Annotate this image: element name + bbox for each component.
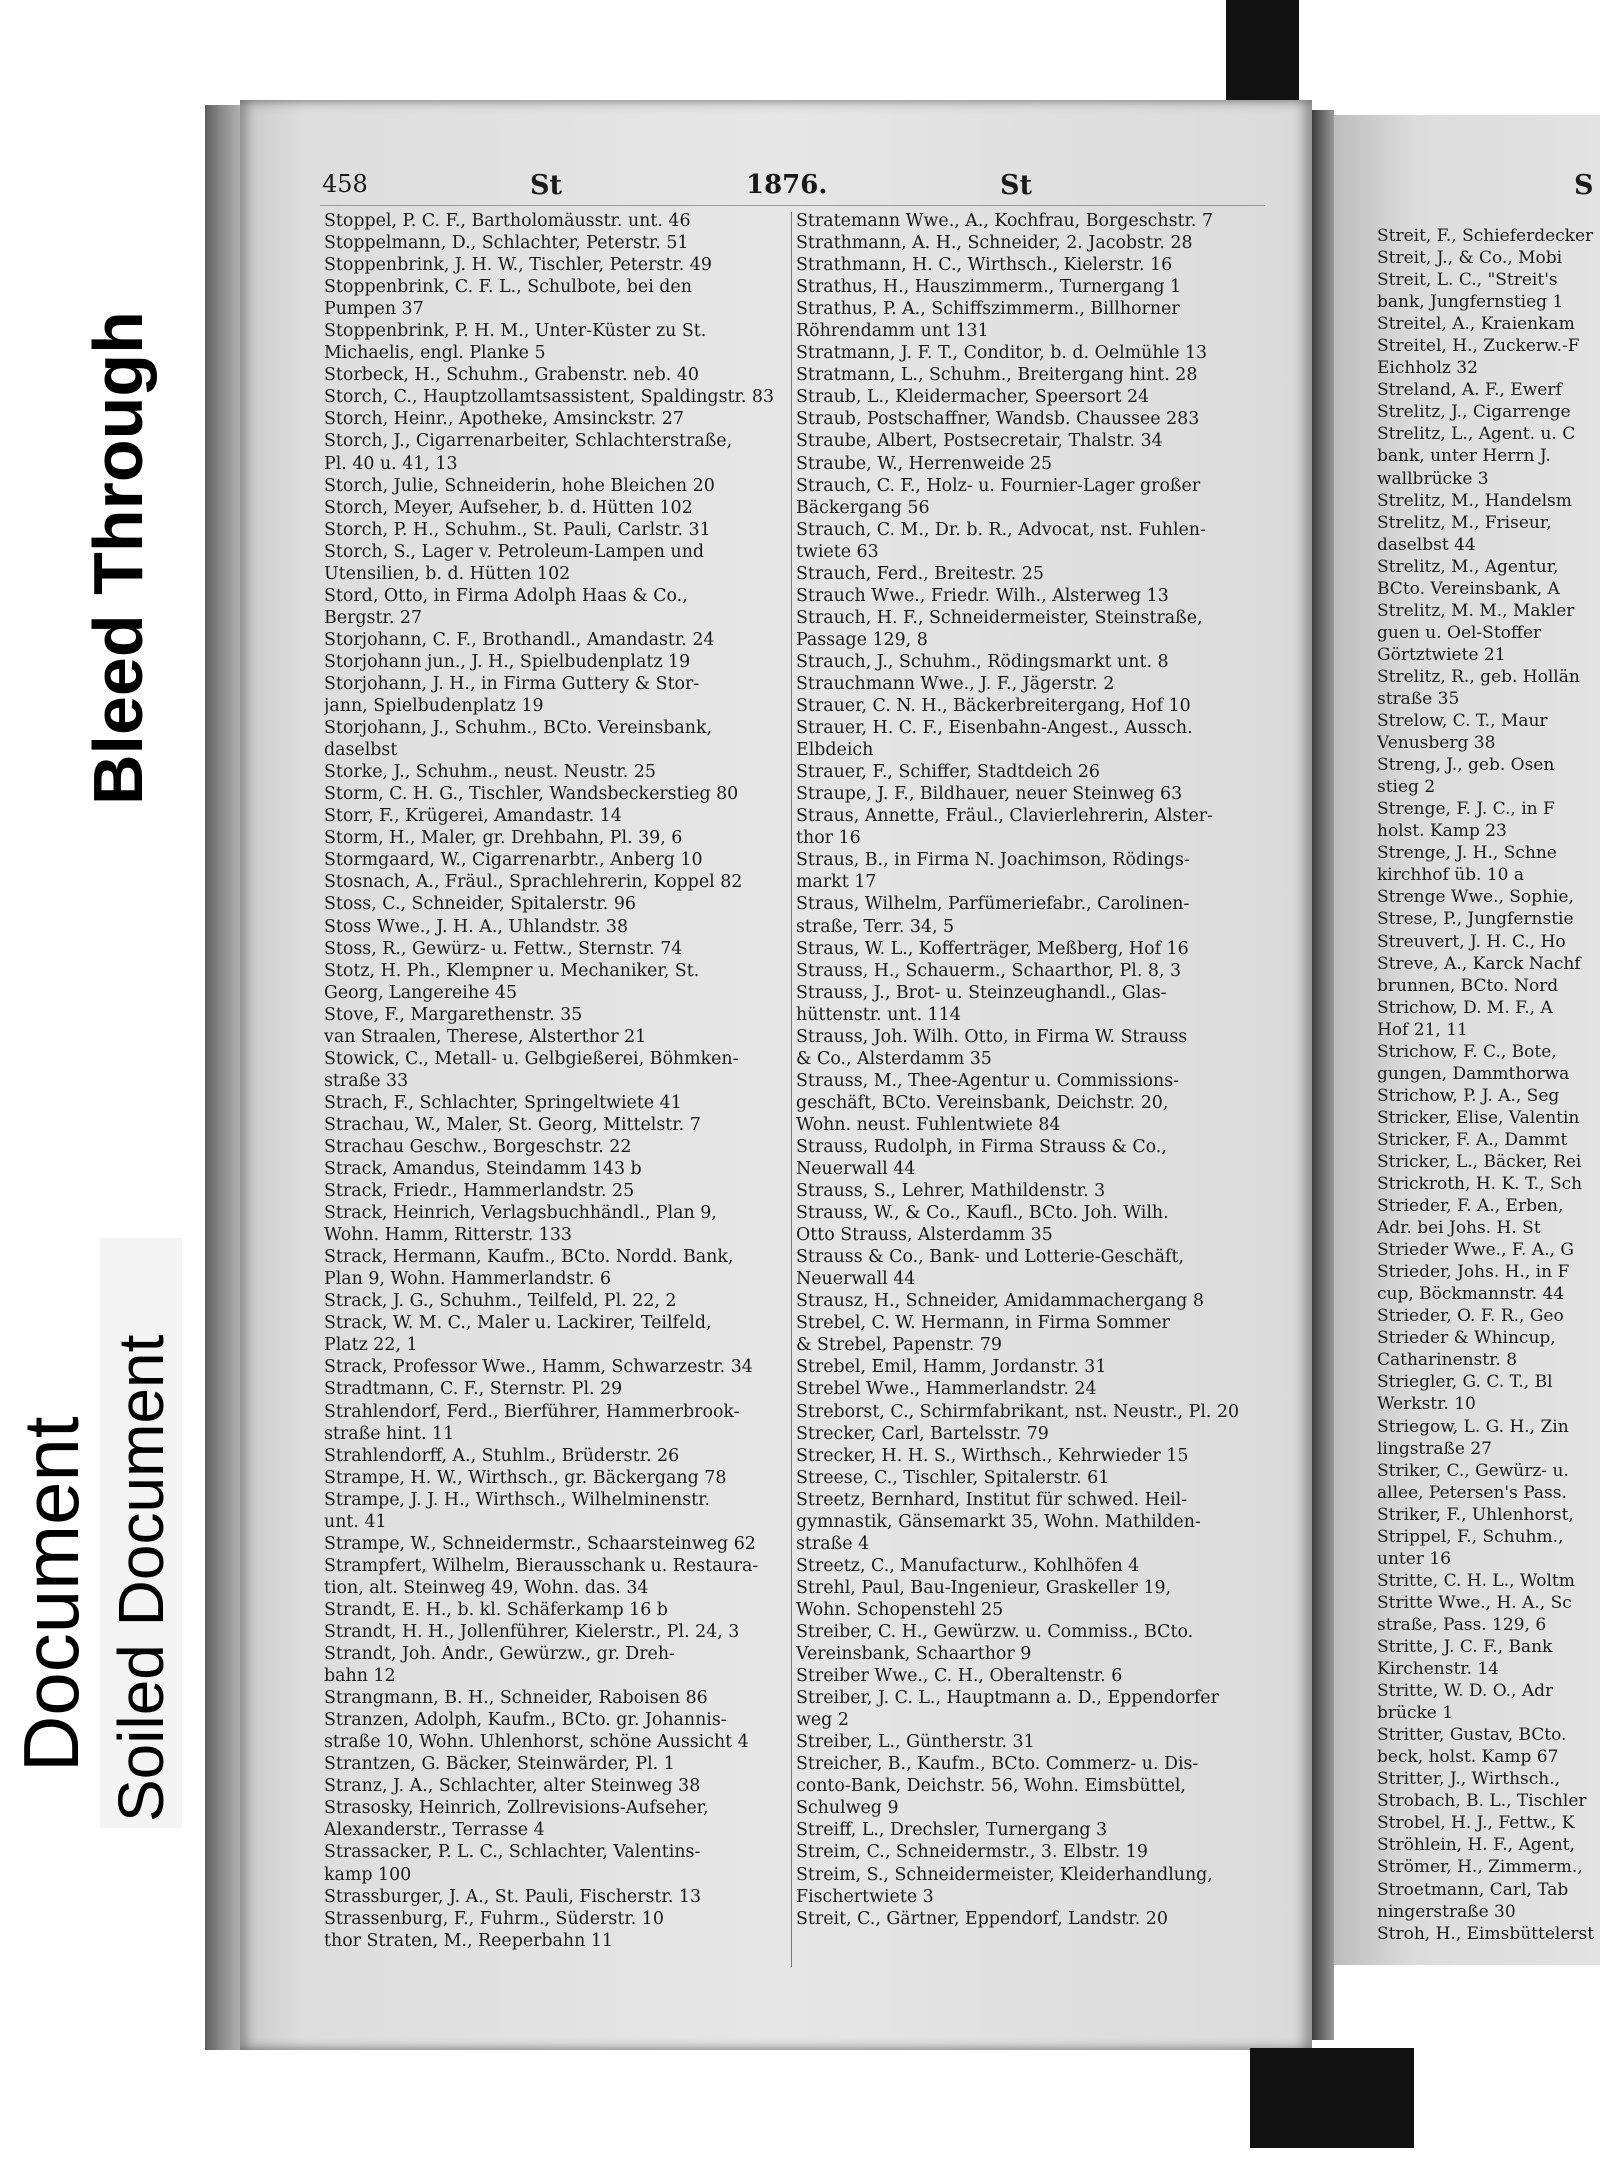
directory-entry-line: Strathus, H., Hauszimmerm., Turnergang 1 bbox=[796, 277, 1182, 298]
directory-entry-line: lingstraße 27 bbox=[1377, 1438, 1492, 1459]
directory-entry-line: Strelitz, M., Handelsm bbox=[1377, 490, 1572, 511]
directory-entry-line: Streese, C., Tischler, Spitalerstr. 61 bbox=[796, 1467, 1110, 1488]
directory-entry-line: Röhrendamm unt 131 bbox=[796, 321, 989, 342]
directory-entry-line: Streit, C., Gärtner, Eppendorf, Landstr. 20 bbox=[796, 1908, 1168, 1929]
directory-entry-line: Streiff, L., Drechsler, Turnergang 3 bbox=[796, 1820, 1108, 1841]
directory-entry-line: Strahlendorff, A., Stuhlm., Brüderstr. 26 bbox=[324, 1445, 680, 1466]
directory-entry-line: Striker, F., Uhlenhorst, bbox=[1377, 1504, 1574, 1525]
directory-entry-line: straße hint. 11 bbox=[324, 1423, 455, 1444]
directory-entry-line: Eichholz 32 bbox=[1377, 358, 1478, 379]
directory-entry-line: Strichow, D. M. F., A bbox=[1377, 997, 1553, 1018]
directory-entry-line: tion, alt. Steinweg 49, Wohn. das. 34 bbox=[324, 1577, 649, 1598]
directory-entry-line: Georg, Langereihe 45 bbox=[324, 982, 518, 1003]
directory-entry-line: Strauer, H. C. F., Eisenbahn-Angest., Aussch. bbox=[796, 718, 1193, 739]
directory-entry-line: Strauch Wwe., Friedr. Wilh., Alsterweg 13 bbox=[796, 585, 1169, 606]
directory-entry-line: Görtztwiete 21 bbox=[1377, 644, 1506, 665]
directory-entry-line: Strickroth, H. K. T., Sch bbox=[1377, 1174, 1583, 1195]
directory-entry-line: Storm, H., Maler, gr. Drehbahn, Pl. 39, 6 bbox=[324, 828, 683, 849]
directory-entry-line: Strack, J. G., Schuhm., Teilfeld, Pl. 22, 2 bbox=[324, 1291, 677, 1312]
directory-entry-line: Strauer, F., Schiffer, Stadtdeich 26 bbox=[796, 762, 1100, 783]
directory-entry-line: Strichow, F. C., Bote, bbox=[1377, 1041, 1557, 1062]
directory-entry-line: Strebel, Emil, Hamm, Jordanstr. 31 bbox=[796, 1357, 1107, 1378]
directory-entry-line: Stritte, W. D. O., Adr bbox=[1377, 1681, 1554, 1702]
directory-entry-line: straße 33 bbox=[324, 1070, 409, 1091]
directory-column-1 bbox=[324, 210, 790, 1952]
directory-entry-line: Striegler, G. C. T., Bl bbox=[1377, 1372, 1553, 1393]
directory-entry-line: straße, Pass. 129, 6 bbox=[1377, 1614, 1547, 1635]
directory-entry-line: straße 4 bbox=[796, 1533, 870, 1554]
directory-entry-line: Plan 9, Wohn. Hammerlandstr. 6 bbox=[324, 1269, 611, 1290]
directory-entry-line: Streuvert, J. H. C., Ho bbox=[1377, 931, 1566, 952]
directory-entry-line: Passage 129, 8 bbox=[796, 629, 928, 650]
directory-entry-line: Strauer, C. N. H., Bäckerbreitergang, Hof 10 bbox=[796, 696, 1191, 717]
directory-entry-line: Storch, J., Cigarrenarbeiter, Schlachterstraße, bbox=[324, 431, 733, 452]
directory-entry-line: Strelitz, M. M., Makler bbox=[1377, 600, 1575, 621]
directory-entry-line: straße 10, Wohn. Uhlenhorst, schöne Aussicht 4 bbox=[324, 1732, 749, 1753]
directory-entry-line: Strandt, E. H., b. kl. Schäferkamp 16 b bbox=[324, 1599, 668, 1620]
directory-entry-line: Storjohann, J. H., in Firma Guttery & Stor- bbox=[324, 673, 700, 694]
page-number: 458 bbox=[322, 170, 368, 198]
directory-entry-line: Streborst, C., Schirmfabrikant, nst. Neustr., Pl. 20 bbox=[796, 1401, 1240, 1422]
directory-entry-line: gungen, Dammthorwa bbox=[1377, 1063, 1570, 1084]
directory-entry-line: Bäckergang 56 bbox=[796, 497, 930, 518]
directory-entry-line: Straus, B., in Firma N. Joachimson, Rödings- bbox=[796, 850, 1190, 871]
directory-entry-line: Streiber, L., Güntherstr. 31 bbox=[796, 1732, 1035, 1753]
directory-entry-line: Strangmann, B. H., Schneider, Raboisen 86 bbox=[324, 1688, 708, 1709]
directory-entry-line: Streit, L. C., "Streit's bbox=[1377, 270, 1558, 291]
directory-entry-line: Vereinsbank, Schaarthor 9 bbox=[796, 1644, 1032, 1665]
bleed-through-label: Bleed Through bbox=[79, 311, 157, 805]
directory-entry-line: Hof 21, 11 bbox=[1377, 1019, 1468, 1040]
directory-entry-line: Adr. bei Johs. H. St bbox=[1377, 1218, 1541, 1239]
directory-entry-line: Stormgaard, W., Cigarrenarbtr., Anberg 10 bbox=[324, 850, 703, 871]
directory-entry-line: Strauss, W., & Co., Kaufl., BCto. Joh. Wilh. bbox=[796, 1203, 1169, 1224]
directory-entry-line: Streit, J., & Co., Mobi bbox=[1377, 248, 1563, 269]
directory-entry-line: Bergstr. 27 bbox=[324, 607, 423, 628]
directory-entry-line: Strasosky, Heinrich, Zollrevisions-Aufseher, bbox=[324, 1798, 709, 1819]
directory-entry-line: Strömer, H., Zimmerm., bbox=[1377, 1857, 1583, 1878]
directory-entry-line: conto-Bank, Deichstr. 56, Wohn. Eimsbüttel, bbox=[796, 1776, 1186, 1797]
directory-entry-line: weg 2 bbox=[796, 1710, 849, 1731]
directory-entry-line: Stoss, C., Schneider, Spitalerstr. 96 bbox=[324, 894, 636, 915]
directory-entry-line: Strobel, H. J., Fettw., K bbox=[1377, 1813, 1575, 1834]
directory-entry-line: Strack, Professor Wwe., Hamm, Schwarzestr. 34 bbox=[324, 1357, 753, 1378]
directory-entry-line: Otto Strauss, Alsterdamm 35 bbox=[796, 1225, 1053, 1246]
directory-entry-line: straße 35 bbox=[1377, 688, 1460, 709]
directory-entry-line: wallbrücke 3 bbox=[1377, 468, 1489, 489]
directory-entry-line: Straus, Wilhelm, Parfümeriefabr., Carolinen- bbox=[796, 894, 1190, 915]
directory-entry-line: Straupe, J. F., Bildhauer, neuer Steinweg 63 bbox=[796, 784, 1183, 805]
directory-entry-line: Strausz, H., Schneider, Amidammachergang 8 bbox=[796, 1291, 1204, 1312]
directory-entry-line: Strassacker, P. L. C., Schlachter, Valentins- bbox=[324, 1842, 701, 1863]
directory-entry-line: stieg 2 bbox=[1377, 777, 1436, 798]
directory-entry-line: Strack, Amandus, Steindamm 143 b bbox=[324, 1159, 642, 1180]
directory-entry-line: Strenge, J. H., Schne bbox=[1377, 843, 1557, 864]
directory-entry-line: Strauss, H., Schauerm., Schaarthor, Pl. 8, 3 bbox=[796, 960, 1182, 981]
book-gutter bbox=[1312, 110, 1334, 2040]
scanner-tab-bottom bbox=[1250, 2048, 1414, 2148]
directory-entry-line: Pl. 40 u. 41, 13 bbox=[324, 453, 458, 474]
directory-entry-line: Storch, P. H., Schuhm., St. Pauli, Carlstr. 31 bbox=[324, 519, 711, 540]
directory-entry-line: Strack, W. M. C., Maler u. Lackirer, Teilfeld, bbox=[324, 1313, 712, 1334]
directory-entry-line: Strelitz, M., Friseur, bbox=[1377, 512, 1552, 533]
directory-entry-line: Strieder, O. F. R., Geo bbox=[1377, 1306, 1564, 1327]
directory-entry-line: Strippel, F., Schuhm., bbox=[1377, 1526, 1564, 1547]
directory-entry-line: Strauch, C. M., Dr. b. R., Advocat, nst. Fuhlen- bbox=[796, 519, 1206, 540]
directory-entry-line: Strathmann, H. C., Wirthsch., Kielerstr. 16 bbox=[796, 255, 1173, 276]
directory-entry-line: Wohn. Schopenstehl 25 bbox=[796, 1599, 1004, 1620]
directory-entry-line: Strauss, S., Lehrer, Mathildenstr. 3 bbox=[796, 1181, 1106, 1202]
directory-entry-line: daselbst 44 bbox=[1377, 534, 1476, 555]
directory-entry-line: beck, holst. Kamp 67 bbox=[1377, 1747, 1559, 1768]
directory-entry-line: Strauss, Rudolph, in Firma Strauss & Co., bbox=[796, 1136, 1167, 1157]
directory-entry-line: Stritte, J. C. F., Bank bbox=[1377, 1637, 1553, 1657]
directory-entry-line: Strelitz, J., Cigarrenge bbox=[1377, 402, 1571, 423]
directory-entry-line: Straub, L., Kleidermacher, Speersort 24 bbox=[796, 387, 1150, 408]
directory-entry-line: Stoppenbrink, P. H. M., Unter-Küster zu St. bbox=[324, 321, 707, 342]
directory-entry-line: Strehl, Paul, Bau-Ingenieur, Graskeller 19, bbox=[796, 1577, 1172, 1598]
directory-entry-line: van Straalen, Therese, Alsterthor 21 bbox=[324, 1026, 647, 1047]
directory-entry-line: Streve, A., Karck Nachf bbox=[1377, 953, 1581, 974]
directory-entry-line: Straus, Annette, Fräul., Clavierlehrerin, Alster- bbox=[796, 806, 1213, 827]
directory-entry-line: markt 17 bbox=[796, 872, 877, 893]
left-running-head: St bbox=[530, 170, 562, 201]
directory-entry-line: Strachau, W., Maler, St. Georg, Mittelstr. 7 bbox=[324, 1114, 701, 1135]
directory-entry-line: Strack, Friedr., Hammerlandstr. 25 bbox=[324, 1181, 635, 1202]
directory-entry-line: Straus, W. L., Kofferträger, Meßberg, Hof 16 bbox=[796, 938, 1189, 959]
directory-entry-line: Stricker, L., Bäcker, Rei bbox=[1377, 1151, 1582, 1172]
directory-entry-line: Storjohann, J., Schuhm., BCto. Vereinsbank, bbox=[324, 718, 713, 739]
directory-entry-line: Alexanderstr., Terrasse 4 bbox=[324, 1820, 545, 1841]
directory-entry-line: Stroh, H., Eimsbüttelerst bbox=[1377, 1923, 1595, 1944]
directory-entry-line: Schulweg 9 bbox=[796, 1798, 899, 1819]
directory-entry-line: Storch, Heinr., Apotheke, Amsinckstr. 27 bbox=[324, 409, 684, 430]
directory-entry-line: Stritte, C. H. L., Woltm bbox=[1377, 1570, 1575, 1591]
directory-entry-line: Ströhlein, H. F., Agent, bbox=[1377, 1835, 1575, 1856]
directory-entry-line: brunnen, BCto. Nord bbox=[1377, 975, 1559, 996]
directory-entry-line: Kirchenstr. 14 bbox=[1377, 1659, 1499, 1680]
directory-entry-line: Strauchmann Wwe., J. F., Jägerstr. 2 bbox=[796, 673, 1115, 694]
directory-entry-line: Strieder Wwe., F. A., G bbox=[1377, 1240, 1574, 1261]
directory-entry-line: Strauss & Co., Bank- und Lotterie-Geschäft, bbox=[796, 1247, 1184, 1268]
directory-entry-line: Strampe, W., Schneidermstr., Schaarsteinweg 62 bbox=[324, 1533, 756, 1554]
directory-entry-line: Elbdeich bbox=[796, 740, 874, 761]
directory-entry-line: Storm, C. H. G., Tischler, Wandsbeckerstieg 80 bbox=[324, 784, 739, 805]
directory-entry-line: Stotz, H. Ph., Klempner u. Mechaniker, St. bbox=[324, 960, 700, 981]
directory-column-3-partial bbox=[1377, 225, 1600, 1945]
directory-entry-line: Strandt, H. H., Jollenführer, Kielerstr., Pl. 24, 3 bbox=[324, 1622, 740, 1642]
directory-entry-line: Streetz, C., Manufacturw., Kohlhöfen 4 bbox=[796, 1555, 1140, 1576]
directory-entry-line: Werkstr. 10 bbox=[1377, 1394, 1476, 1415]
directory-entry-line: Stratemann Wwe., A., Kochfrau, Borgeschstr. 7 bbox=[796, 211, 1214, 231]
directory-entry-line: Strathmann, A. H., Schneider, 2. Jacobstr. 28 bbox=[796, 233, 1193, 254]
directory-entry-line: bank, Jungfernstieg 1 bbox=[1377, 292, 1564, 313]
right-running-head: St bbox=[1000, 170, 1032, 201]
header-rule bbox=[320, 205, 1265, 206]
directory-entry-line: Stranz, J. A., Schlachter, alter Steinweg 38 bbox=[324, 1776, 701, 1797]
soiled-document-label: Soiled Document bbox=[105, 1334, 177, 1822]
directory-entry-line: hüttenstr. unt. 114 bbox=[796, 1004, 961, 1025]
directory-column-2 bbox=[796, 210, 1266, 1930]
directory-entry-line: & Co., Alsterdamm 35 bbox=[796, 1048, 992, 1069]
year-heading: 1876. bbox=[746, 170, 828, 200]
directory-entry-line: brücke 1 bbox=[1377, 1703, 1454, 1724]
directory-entry-line: Strebel Wwe., Hammerlandstr. 24 bbox=[796, 1379, 1097, 1400]
directory-entry-line: Strampfert, Wilhelm, Bierausschank u. Restaura- bbox=[324, 1555, 759, 1576]
directory-entry-line: Storke, J., Schuhm., neust. Neustr. 25 bbox=[324, 762, 656, 783]
directory-entry-line: Fischertwiete 3 bbox=[796, 1886, 934, 1907]
directory-entry-line: & Strebel, Papenstr. 79 bbox=[796, 1335, 1002, 1356]
directory-entry-line: Storch, Meyer, Aufseher, b. d. Hütten 102 bbox=[324, 497, 693, 518]
directory-entry-line: Strathus, P. A., Schiffszimmerm., Billhorner bbox=[796, 299, 1180, 320]
directory-entry-line: Venusberg 38 bbox=[1377, 733, 1496, 754]
directory-entry-line: Platz 22, 1 bbox=[324, 1335, 418, 1356]
directory-entry-line: Storjohann jun., J. H., Spielbudenplatz 19 bbox=[324, 651, 691, 672]
directory-entry-line: Storch, Julie, Schneiderin, hohe Bleichen 20 bbox=[324, 475, 715, 496]
directory-entry-line: Storjohann, C. F., Brothandl., Amandastr. 24 bbox=[324, 629, 715, 650]
directory-entry-line: Strantzen, G. Bäcker, Steinwärder, Pl. 1 bbox=[324, 1754, 675, 1775]
directory-entry-line: Pumpen 37 bbox=[324, 299, 424, 320]
directory-entry-line: Streitel, A., Kraienkam bbox=[1377, 314, 1575, 335]
directory-entry-line: Straube, Albert, Postsecretair, Thalstr. 34 bbox=[796, 431, 1163, 452]
directory-entry-line: Streicher, B., Kaufm., BCto. Commerz- u. Dis- bbox=[796, 1754, 1199, 1775]
directory-entry-line: Striker, C., Gewürz- u. bbox=[1377, 1460, 1569, 1481]
directory-entry-line: Wohn. neust. Fuhlentwiete 84 bbox=[796, 1114, 1061, 1135]
directory-entry-line: Strobach, B. L., Tischler bbox=[1377, 1791, 1587, 1812]
directory-entry-line: Strauch, C. F., Holz- u. Fournier-Lager großer bbox=[796, 475, 1201, 496]
directory-entry-line: Striegow, L. G. H., Zin bbox=[1377, 1416, 1569, 1437]
directory-entry-line: Strelitz, M., Agentur, bbox=[1377, 556, 1559, 577]
directory-entry-line: Streitel, H., Zuckerw.-F bbox=[1377, 336, 1580, 357]
directory-entry-line: Streland, A. F., Ewerf bbox=[1377, 380, 1562, 401]
directory-entry-line: gymnastik, Gänsemarkt 35, Wohn. Mathilden- bbox=[796, 1511, 1201, 1532]
directory-entry-line: Strese, P., Jungfernstie bbox=[1377, 909, 1574, 930]
directory-entry-line: Stricker, Elise, Valentin bbox=[1377, 1107, 1580, 1128]
directory-entry-line: Neuerwall 44 bbox=[796, 1159, 916, 1180]
directory-entry-line: thor 16 bbox=[796, 828, 861, 849]
directory-entry-line: Strauss, J., Brot- u. Steinzeughandl., Glas- bbox=[796, 982, 1167, 1003]
directory-entry-line: Stroetmann, Carl, Tab bbox=[1377, 1879, 1569, 1900]
directory-entry-line: Stoppelmann, D., Schlachter, Peterstr. 51 bbox=[324, 233, 689, 254]
directory-entry-line: Storch, S., Lager v. Petroleum-Lampen und bbox=[324, 541, 705, 562]
directory-entry-line: Strichow, P. J. A., Seg bbox=[1377, 1085, 1560, 1106]
directory-entry-line: Streiber, J. C. L., Hauptmann a. D., Eppendorfer bbox=[796, 1688, 1219, 1709]
directory-entry-line: Strelitz, L., Agent. u. C bbox=[1377, 424, 1576, 445]
directory-entry-line: Streiber, C. H., Gewürzw. u. Commiss., BCto. bbox=[796, 1622, 1194, 1642]
directory-entry-line: Utensilien, b. d. Hütten 102 bbox=[324, 563, 571, 584]
directory-entry-line: bank, unter Herrn J. bbox=[1377, 446, 1551, 467]
next-page-running-head: S bbox=[1574, 170, 1594, 201]
directory-entry-line: Streng, J., geb. Osen bbox=[1377, 755, 1555, 776]
directory-entry-line: Stoppenbrink, C. F. L., Schulbote, bei den bbox=[324, 277, 692, 298]
directory-entry-line: Strecker, H. H. S., Wirthsch., Kehrwieder 15 bbox=[796, 1445, 1189, 1466]
directory-entry-line: Streim, C., Schneidermstr., 3. Elbstr. 19 bbox=[796, 1842, 1148, 1863]
directory-entry-line: Strecker, Carl, Bartelsstr. 79 bbox=[796, 1423, 1049, 1444]
directory-entry-line: guen u. Oel-Stoffer bbox=[1377, 622, 1542, 643]
directory-entry-line: Stradtmann, C. F., Sternstr. Pl. 29 bbox=[324, 1379, 623, 1400]
directory-entry-line: Stosnach, A., Fräul., Sprachlehrerin, Koppel 82 bbox=[324, 872, 743, 893]
directory-entry-line: twiete 63 bbox=[796, 541, 879, 562]
document-label: Document bbox=[7, 1416, 95, 1772]
directory-entry-line: Straube, W., Herrenweide 25 bbox=[796, 453, 1053, 474]
directory-entry-line: holst. Kamp 23 bbox=[1377, 821, 1507, 842]
directory-entry-line: Strach, F., Schlachter, Springeltwiete 41 bbox=[324, 1092, 682, 1113]
directory-entry-line: Michaelis, engl. Planke 5 bbox=[324, 343, 546, 364]
directory-entry-line: Strieder, Johs. H., in F bbox=[1377, 1262, 1570, 1283]
directory-entry-line: Strampe, J. J. H., Wirthsch., Wilhelminenstr. bbox=[324, 1489, 711, 1510]
column-divider bbox=[791, 212, 792, 1967]
directory-entry-line: Streetz, Bernhard, Institut für schwed. Heil- bbox=[796, 1489, 1188, 1510]
directory-entry-line: Strieder, F. A., Erben, bbox=[1377, 1196, 1564, 1217]
directory-entry-line: daselbst bbox=[324, 740, 398, 761]
directory-entry-line: Streim, S., Schneidermeister, Kleiderhandlung, bbox=[796, 1864, 1213, 1885]
directory-entry-line: Stoss, R., Gewürz- u. Fettw., Sternstr. 74 bbox=[324, 938, 683, 959]
directory-entry-line: Strebel, C. W. Hermann, in Firma Sommer bbox=[796, 1313, 1170, 1334]
directory-entry-line: Storbeck, H., Schuhm., Grabenstr. neb. 40 bbox=[324, 365, 699, 386]
directory-entry-line: Strassenburg, F., Fuhrm., Süderstr. 10 bbox=[324, 1908, 664, 1929]
directory-entry-line: unter 16 bbox=[1377, 1548, 1451, 1569]
directory-entry-line: Strelitz, R., geb. Hollän bbox=[1377, 666, 1580, 687]
directory-entry-line: Strandt, Joh. Andr., Gewürzw., gr. Dreh- bbox=[324, 1644, 675, 1665]
directory-entry-line: Stratmann, J. F. T., Conditor, b. d. Oelmühle 13 bbox=[796, 343, 1208, 364]
directory-entry-line: Strack, Hermann, Kaufm., BCto. Nordd. Bank, bbox=[324, 1247, 734, 1268]
directory-entry-line: straße, Terr. 34, 5 bbox=[796, 916, 955, 937]
directory-entry-line: cup, Böckmannstr. 44 bbox=[1377, 1284, 1565, 1305]
directory-entry-line: Stratmann, L., Schuhm., Breitergang hint. 28 bbox=[796, 365, 1198, 386]
directory-entry-line: Stritter, Gustav, BCto. bbox=[1377, 1725, 1567, 1746]
directory-entry-line: jann, Spielbudenplatz 19 bbox=[324, 696, 544, 717]
directory-entry-line: BCto. Vereinsbank, A bbox=[1377, 578, 1560, 599]
directory-entry-line: Strahlendorf, Ferd., Bierführer, Hammerbrook- bbox=[324, 1401, 740, 1422]
directory-entry-line: Strenge Wwe., Sophie, bbox=[1377, 887, 1574, 908]
directory-entry-line: Straub, Postschaffner, Wandsb. Chaussee 283 bbox=[796, 409, 1200, 430]
directory-entry-line: bahn 12 bbox=[324, 1666, 396, 1687]
directory-entry-line: Stranzen, Adolph, Kaufm., BCto. gr. Johannis- bbox=[324, 1710, 727, 1731]
directory-entry-line: Catharinenstr. 8 bbox=[1377, 1350, 1518, 1371]
directory-entry-line: Stritter, J., Wirthsch., bbox=[1377, 1769, 1561, 1790]
directory-entry-line: Streiber Wwe., C. H., Oberaltenstr. 6 bbox=[796, 1666, 1123, 1687]
directory-entry-line: Stoppel, P. C. F., Bartholomäusstr. unt. 46 bbox=[324, 211, 691, 231]
directory-entry-line: Stricker, F. A., Dammt bbox=[1377, 1129, 1568, 1150]
directory-entry-line: Stove, F., Margarethenstr. 35 bbox=[324, 1004, 583, 1025]
directory-entry-line: Stoss Wwe., J. H. A., Uhlandstr. 38 bbox=[324, 916, 629, 937]
directory-entry-line: geschäft, BCto. Vereinsbank, Deichstr. 20, bbox=[796, 1092, 1169, 1113]
directory-entry-line: Strieder & Whincup, bbox=[1377, 1328, 1556, 1349]
directory-entry-line: Strauch, J., Schuhm., Rödingsmarkt unt. 8 bbox=[796, 651, 1169, 672]
directory-entry-line: Strelow, C. T., Maur bbox=[1377, 711, 1548, 732]
directory-entry-line: Storr, F., Krügerei, Amandastr. 14 bbox=[324, 806, 622, 827]
directory-entry-line: Strampe, H. W., Wirthsch., gr. Bäckergang 78 bbox=[324, 1467, 727, 1488]
directory-entry-line: Stritte Wwe., H. A., Sc bbox=[1377, 1592, 1572, 1613]
directory-entry-line: kirchhof üb. 10 a bbox=[1377, 865, 1525, 886]
directory-entry-line: Strack, Heinrich, Verlagsbuchhändl., Plan 9, bbox=[324, 1203, 717, 1224]
directory-entry-line: Strachau Geschw., Borgeschstr. 22 bbox=[324, 1136, 632, 1157]
directory-entry-line: Strenge, F. J. C., in F bbox=[1377, 799, 1555, 820]
directory-entry-line: Wohn. Hamm, Ritterstr. 133 bbox=[324, 1225, 572, 1246]
directory-entry-line: Stord, Otto, in Firma Adolph Haas & Co., bbox=[324, 585, 688, 606]
directory-entry-line: unt. 41 bbox=[324, 1511, 387, 1532]
directory-entry-line: Strauss, Joh. Wilh. Otto, in Firma W. Strauss bbox=[796, 1026, 1188, 1047]
directory-entry-line: Strassburger, J. A., St. Pauli, Fischerstr. 13 bbox=[324, 1886, 702, 1907]
directory-entry-line: Stoppenbrink, J. H. W., Tischler, Peterstr. 49 bbox=[324, 255, 712, 276]
directory-entry-line: ningerstraße 30 bbox=[1377, 1901, 1516, 1922]
directory-entry-line: allee, Petersen's Pass. bbox=[1377, 1482, 1567, 1503]
directory-entry-line: Stowick, C., Metall- u. Gelbgießerei, Böhmken- bbox=[324, 1048, 739, 1069]
directory-entry-line: Neuerwall 44 bbox=[796, 1269, 916, 1290]
directory-entry-line: Storch, C., Hauptzollamtsassistent, Spaldingstr. 83 bbox=[324, 387, 775, 408]
directory-entry-line: thor Straten, M., Reeperbahn 11 bbox=[324, 1930, 613, 1951]
directory-entry-line: Strauss, M., Thee-Agentur u. Commissions- bbox=[796, 1070, 1180, 1091]
directory-entry-line: Strauch, Ferd., Breitestr. 25 bbox=[796, 563, 1044, 584]
directory-entry-line: Strauch, H. F., Schneidermeister, Steinstraße, bbox=[796, 607, 1203, 628]
directory-entry-line: kamp 100 bbox=[324, 1864, 412, 1885]
directory-entry-line: Streit, F., Schieferdecker bbox=[1377, 226, 1594, 246]
